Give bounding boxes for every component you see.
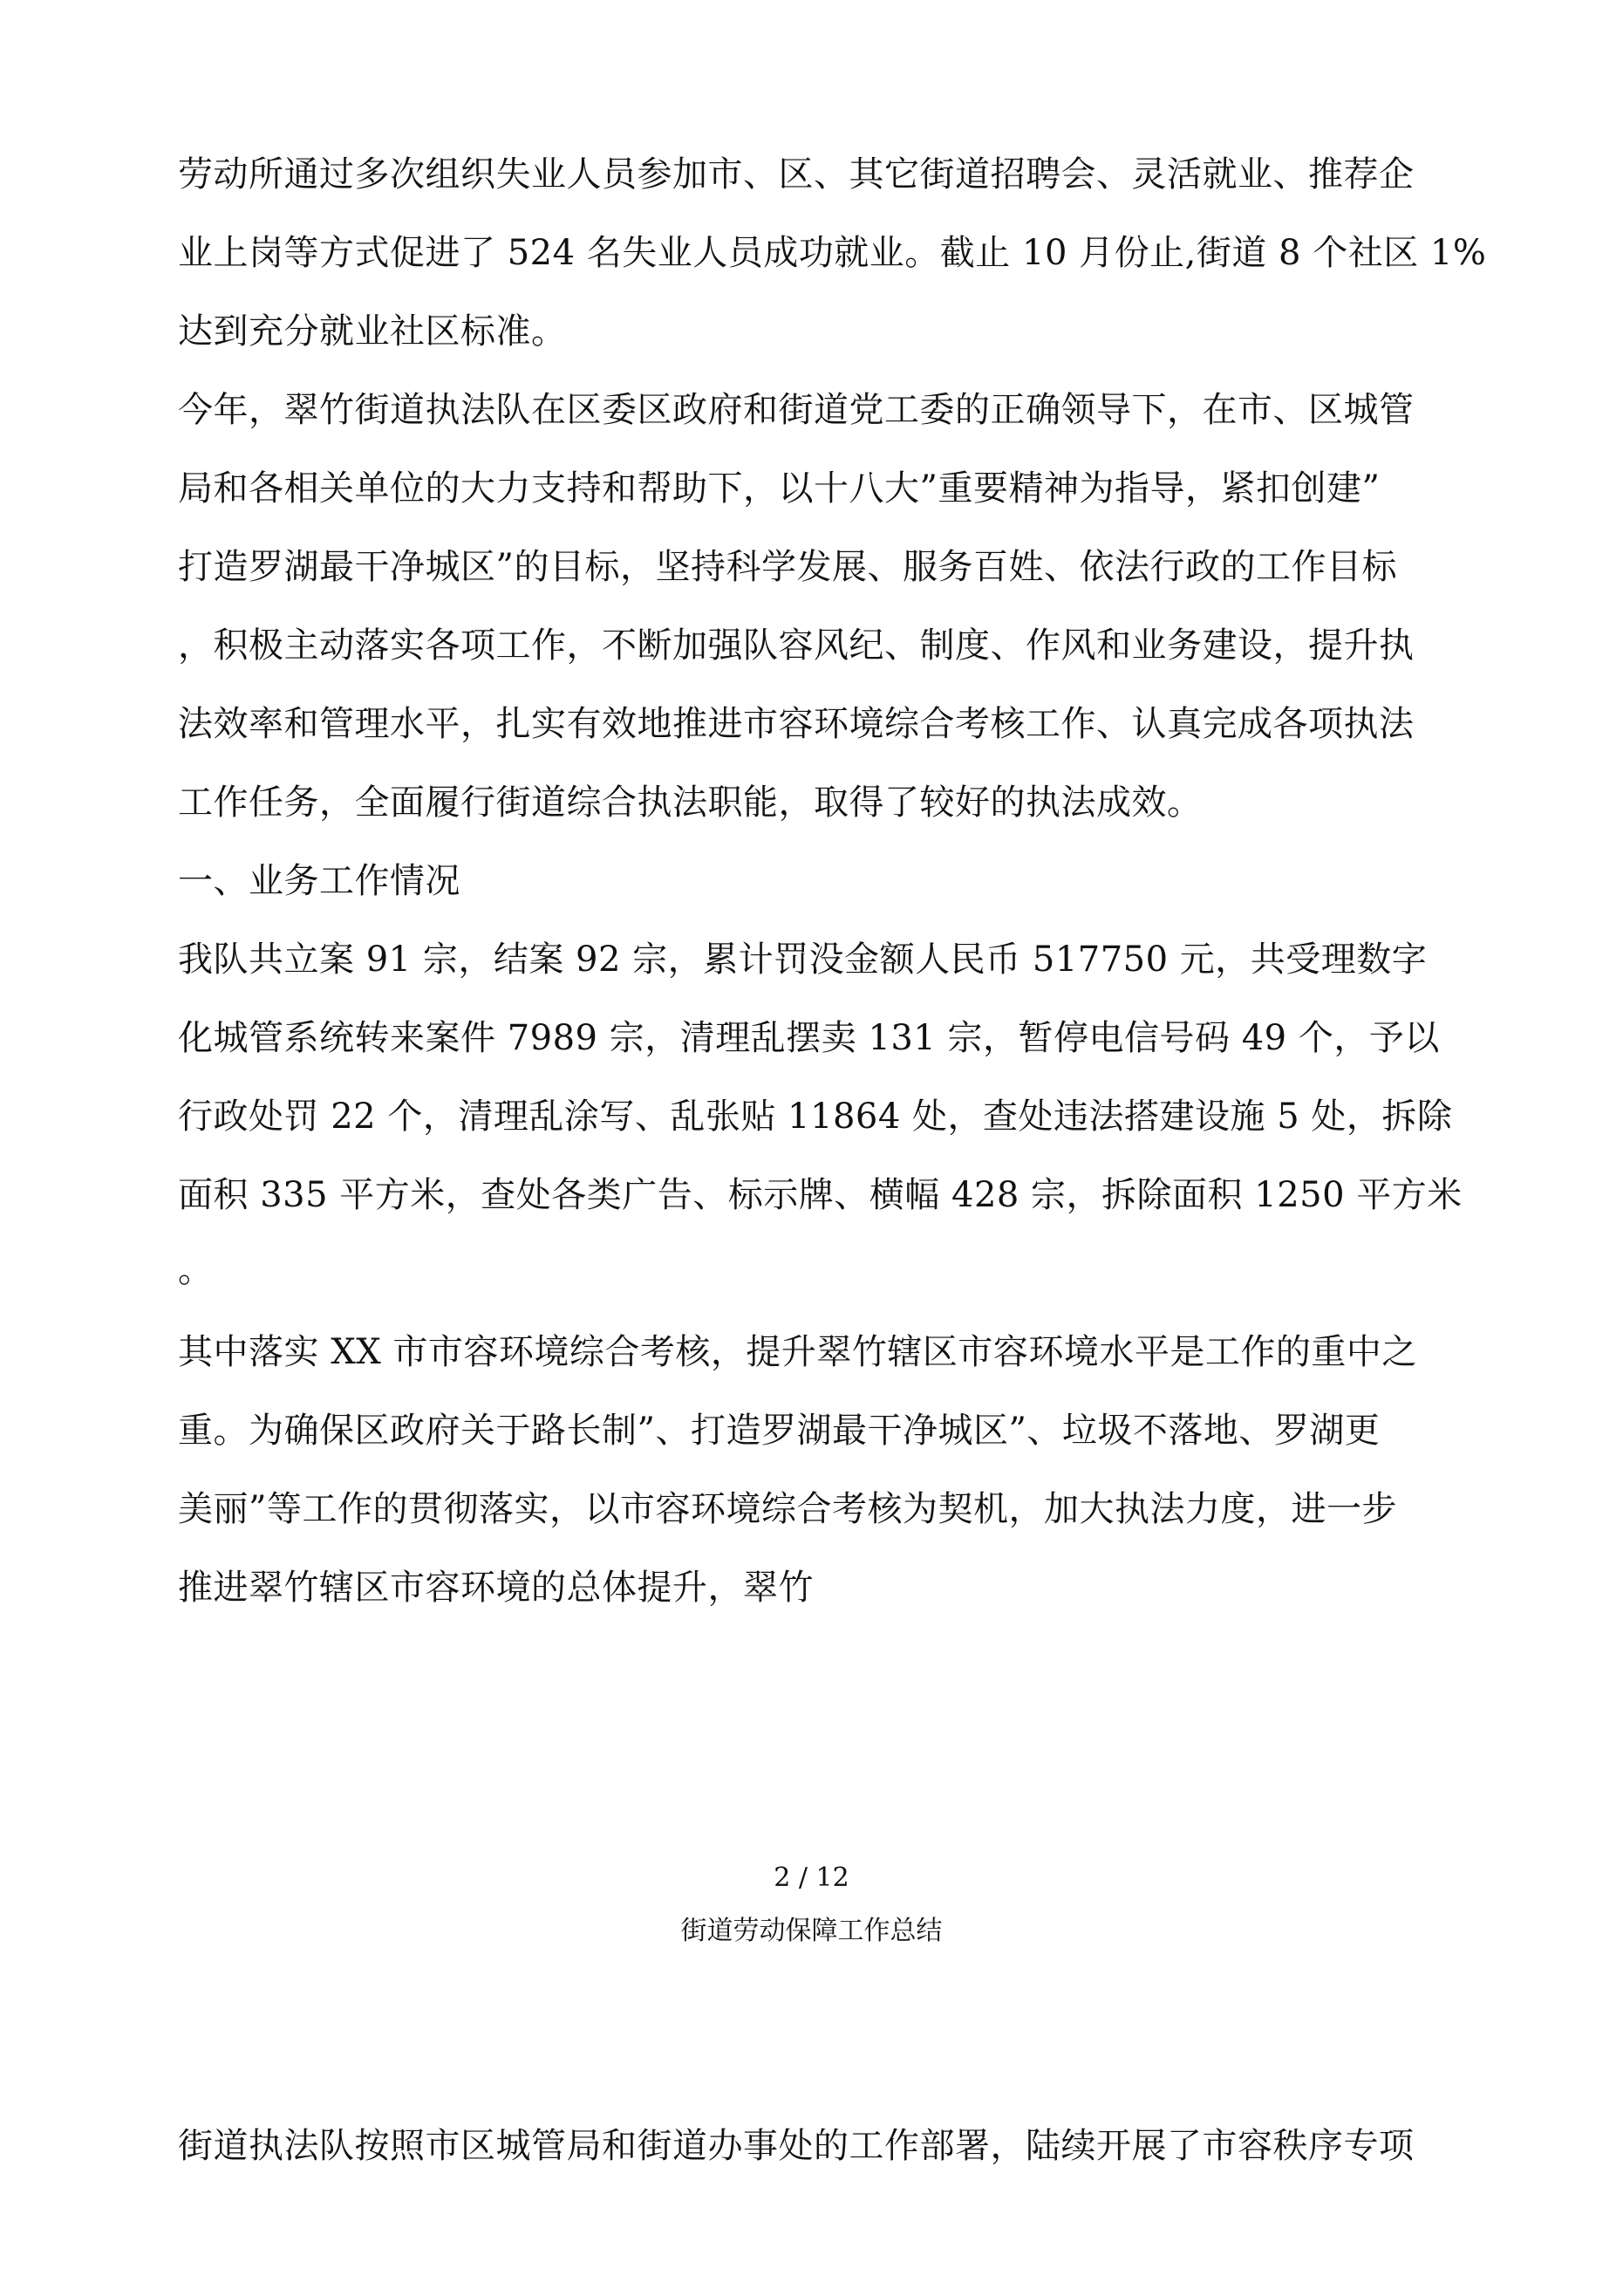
body-line-17: 重。为确保区政府关于路长制”、打造罗湖最干净城区”、垃圾不落地、罗湖更	[178, 1411, 1381, 1451]
section-heading: 一、业务工作情况	[178, 861, 460, 901]
body-line-12: 化城管系统转来案件 7989 宗，清理乱摆卖 131 宗，暂停电信号码 49 个，予以	[178, 1018, 1440, 1058]
next-page-first-line: 街道执法队按照市区城管局和街道办事处的工作部署，陆续开展了市容秩序专项	[178, 2126, 1415, 2166]
running-title: 街道劳动保障工作总结	[680, 1916, 943, 1946]
body-line-5: 局和各相关单位的大力支持和帮助下，以十八大”重要精神为指导，紧扣创建”	[178, 468, 1381, 509]
body-line-9: 工作任务，全面履行街道综合执法职能，取得了较好的执法成效。	[178, 782, 1203, 823]
body-line-4: 今年，翠竹街道执法队在区委区政府和街道党工委的正确领导下，在市、区城管	[178, 390, 1415, 430]
body-line-13: 行政处罚 22 个，清理乱涂写、乱张贴 11864 处，查处违法搭建设施 5 处，拆除	[178, 1097, 1453, 1137]
body-line-7: ，积极主动落实各项工作，不断加强队容风纪、制度、作风和业务建设，提升执	[178, 625, 1415, 666]
body-line-18: 美丽”等工作的贯彻落实，以市容环境综合考核为契机，加大执法力度，进一步	[178, 1489, 1397, 1529]
body-line-19: 推进翠竹辖区市容环境的总体提升，翠竹	[178, 1568, 814, 1608]
body-line-6: 打造罗湖最干净城区”的目标，坚持科学发展、服务百姓、依法行政的工作目标	[178, 547, 1397, 587]
body-line-1: 劳动所通过多次组织失业人员参加市、区、其它街道招聘会、灵活就业、推荐企	[178, 154, 1415, 195]
body-line-15: 。	[178, 1250, 214, 1290]
body-line-8: 法效率和管理水平，扎实有效地推进市容环境综合考核工作、认真完成各项执法	[178, 704, 1415, 744]
body-line-16: 其中落实 XX 市市容环境综合考核，提升翠竹辖区市容环境水平是工作的重中之	[178, 1332, 1417, 1372]
body-line-11: 我队共立案 91 宗，结案 92 宗，累计罚没金额人民币 517750 元，共受理数字	[178, 940, 1428, 980]
body-line-3: 达到充分就业社区标准。	[178, 311, 567, 352]
body-line-2: 业上岗等方式促进了 524 名失业人员成功就业。截止 10 月份止,街道 8 个社区 1%	[178, 233, 1487, 273]
page-number: 2 / 12	[774, 1862, 849, 1893]
body-line-14: 面积 335 平方米，查处各类广告、标示牌、横幅 428 宗，拆除面积 1250 平方米	[178, 1175, 1463, 1215]
